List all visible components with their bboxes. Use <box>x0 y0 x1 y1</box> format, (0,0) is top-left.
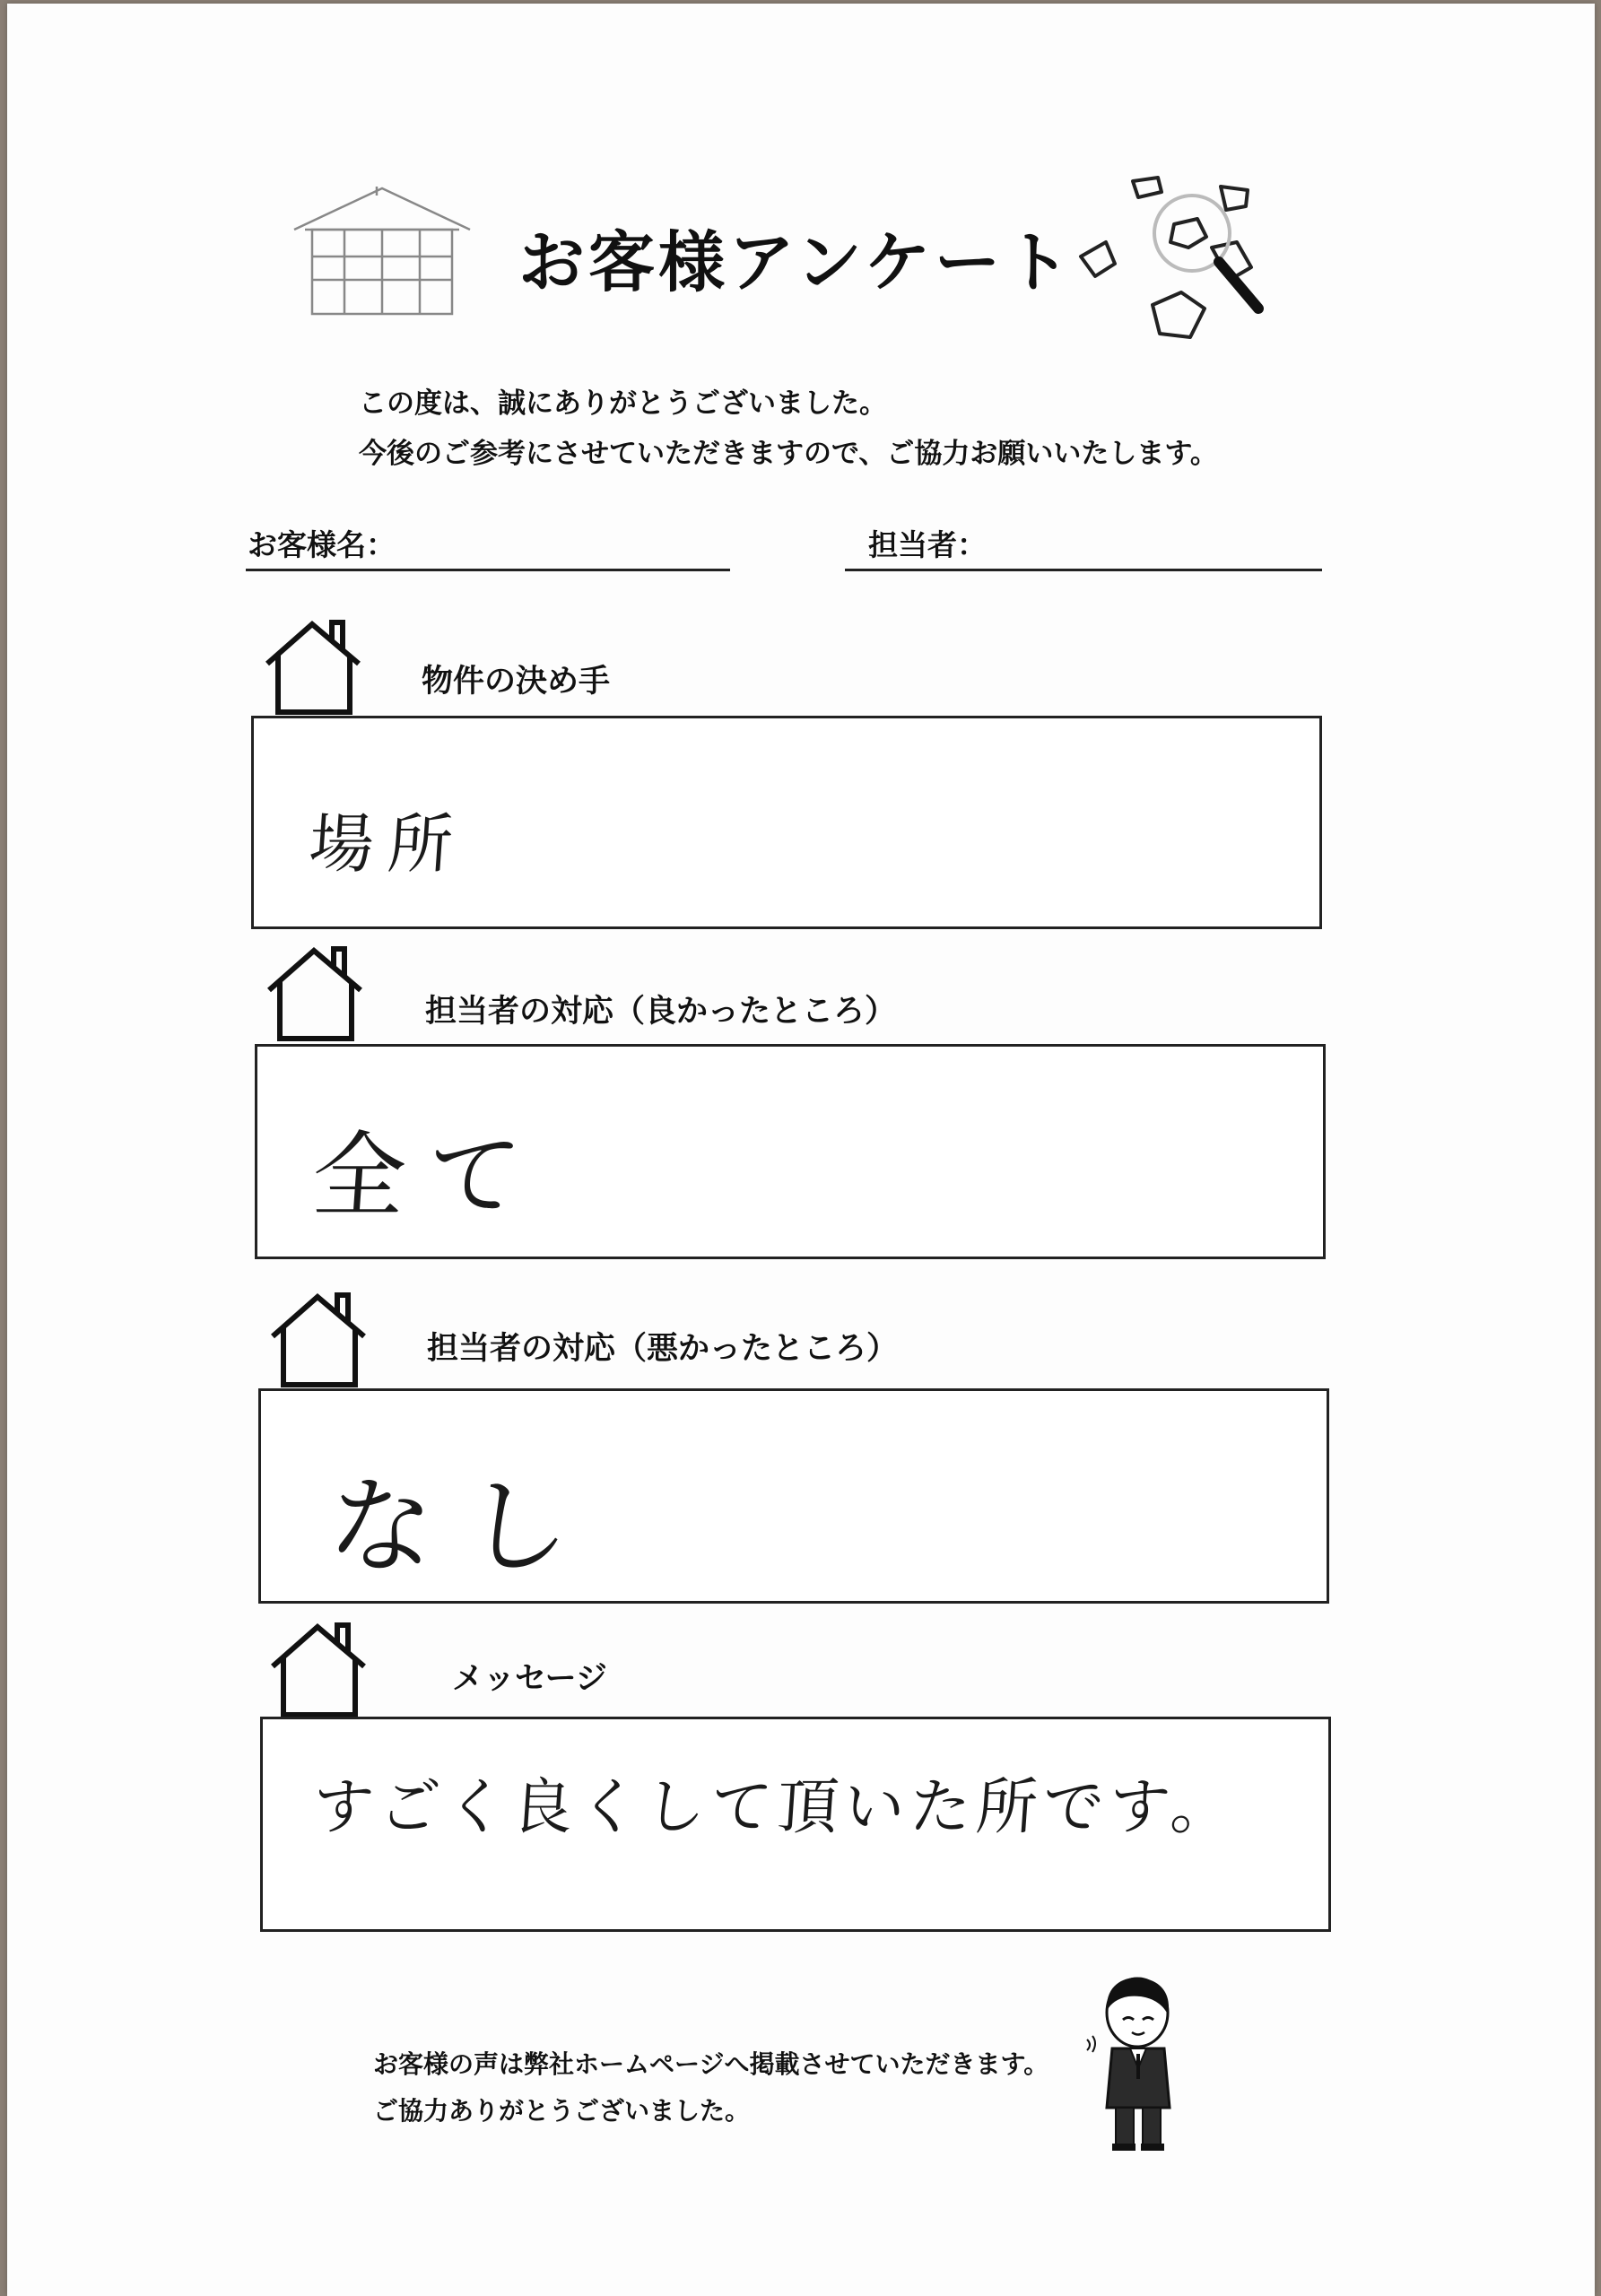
house-sketch-icon <box>292 183 472 317</box>
section-4-answer: すごく良くして頂いた所です。 <box>309 1772 1240 1843</box>
intro-line-1: この度は、誠にありがとうございました。 <box>359 387 887 420</box>
section-3-answer: なし <box>324 1465 606 1588</box>
section-1-answer-box <box>251 716 1322 929</box>
house-outline-icon <box>269 1622 368 1720</box>
staff-bowing-illustration <box>1082 1973 1189 2152</box>
survey-sheet <box>7 4 1595 2296</box>
customer-name-line <box>246 569 730 571</box>
page-title: お客様アンケート <box>518 224 1075 301</box>
customer-name-label: お客様名： <box>248 527 396 562</box>
staff-label: 担当者： <box>868 527 987 562</box>
section-2-answer-box <box>255 1044 1326 1259</box>
magnifier-gems-icon <box>1079 174 1285 344</box>
section-3-answer-box <box>258 1388 1329 1604</box>
section-2-label: 担当者の対応（良かったところ） <box>425 994 897 1030</box>
intro-line-2: 今後のご参考にさせていただきますので、ご協力お願いいたします。 <box>359 438 1218 470</box>
section-2-answer: 全て <box>309 1121 546 1231</box>
section-3-label: 担当者の対応（悪かったところ） <box>427 1331 899 1367</box>
section-1-label: 物件の決め手 <box>422 664 611 700</box>
staff-line <box>845 569 1322 571</box>
section-4-answer-box <box>260 1717 1331 1932</box>
footer-line-2: ご協力ありがとうございました。 <box>373 2096 751 2126</box>
footer-line-1: お客様の声は弊社ホームページへ掲載させていただきます。 <box>373 2049 1049 2079</box>
section-4-label: メッセージ <box>452 1661 607 1697</box>
house-outline-icon <box>265 945 364 1044</box>
house-outline-icon <box>269 1292 368 1390</box>
house-outline-icon <box>264 619 362 718</box>
section-1-answer: 場所 <box>306 806 470 882</box>
